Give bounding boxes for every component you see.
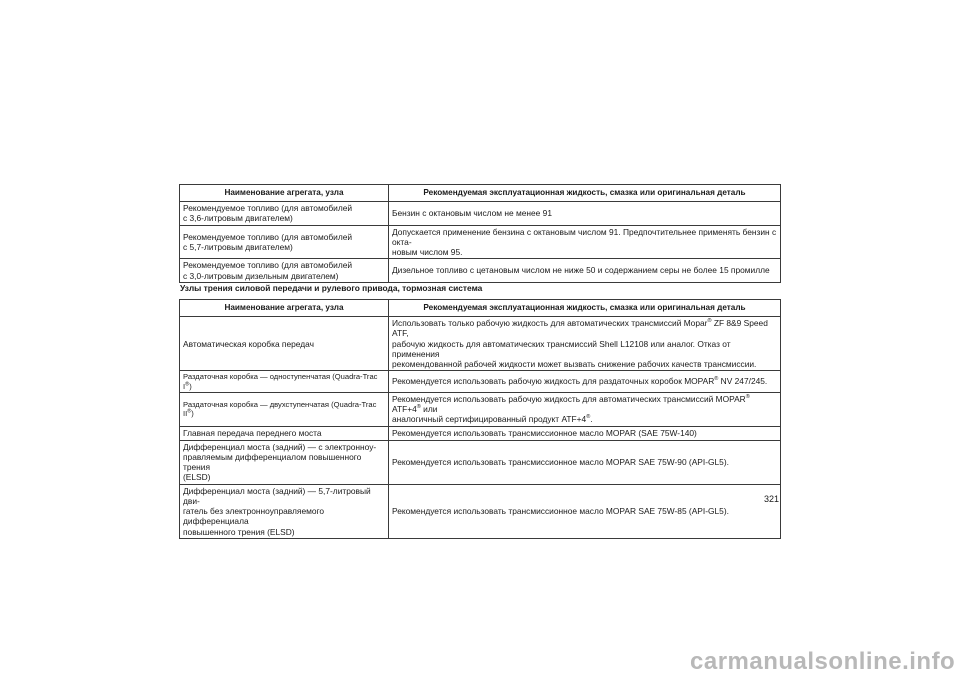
component-cell: Рекомендуемое топливо (для автомобилей с 5,7-литровым двигателем) <box>180 225 389 259</box>
spec-cell: Допускается применение бензина с октановым числом 91. Предпочтительнее применять бензин с окта- новым числом 95. <box>389 225 781 259</box>
component-cell: Раздаточная коробка — двухступенчатая (Quadra-Trac II®) <box>180 392 389 426</box>
table-row <box>180 259 781 283</box>
table-row <box>180 317 781 371</box>
column-header-spec: Рекомендуемая эксплуатационная жидкость, смазка или оригинальная деталь <box>389 300 781 317</box>
component-cell: Раздаточная коробка — одноступенчатая (Quadra-Trac I®) <box>180 371 389 393</box>
page-number: 321 <box>764 494 780 504</box>
table-header-row <box>180 300 781 317</box>
component-cell: Дифференциал моста (задний) — 5,7-литровый дви- гатель без электронноуправляемого дифференциала повышенного трения (ELSD) <box>180 484 389 538</box>
watermark: carmanualsonline.info <box>690 648 956 675</box>
spec-cell: Рекомендуется использовать трансмиссионное масло MOPAR (SAE 75W-140) <box>389 426 781 440</box>
spec-cell: Использовать только рабочую жидкость для автоматических трансмиссий Mopar® ZF 8&9 Speed ATF, рабочую жидкость для автоматических трансмиссий Shell L12108 или аналог. Отказ от применения рекомендованной рабочей жидкости может вызвать снижение рабочих качеств трансмиссии. <box>389 317 781 371</box>
component-cell: Автоматическая коробка передач <box>180 317 389 371</box>
spec-cell: Дизельное топливо с цетановым числом не ниже 50 и содержанием серы не более 15 промилле <box>389 259 781 283</box>
column-header-spec: Рекомендуемая эксплуатационная жидкость, смазка или оригинальная деталь <box>389 185 781 202</box>
table-row <box>180 371 781 393</box>
spec-cell: Рекомендуется использовать рабочую жидкость для раздаточных коробок MOPAR® NV 247/245. <box>389 371 781 393</box>
table-row <box>180 426 781 440</box>
column-header-component: Наименование агрегата, узла <box>180 300 389 317</box>
drivetrain-table <box>179 299 781 539</box>
table-row <box>180 225 781 259</box>
spec-cell: Рекомендуется использовать трансмиссионное масло MOPAR SAE 75W-85 (API-GL5). <box>389 484 781 538</box>
spec-cell: Бензин с октановым числом не менее 91 <box>389 202 781 226</box>
column-header-component: Наименование агрегата, узла <box>180 185 389 202</box>
component-cell: Рекомендуемое топливо (для автомобилей с 3,0-литровым дизельным двигателем) <box>180 259 389 283</box>
section-title: Узлы трения силовой передачи и рулевого привода, тормозная система <box>180 283 483 293</box>
spec-cell: Рекомендуется использовать трансмиссионное масло MOPAR SAE 75W-90 (API-GL5). <box>389 440 781 484</box>
spec-cell: Рекомендуется использовать рабочую жидкость для автоматических трансмиссий MOPAR® ATF+4® или аналогичный сертифицированный продукт ATF+4®. <box>389 392 781 426</box>
table-row <box>180 484 781 538</box>
table-row <box>180 392 781 426</box>
component-cell: Дифференциал моста (задний) — с электронноу- правляемым дифференциалом повышенного трения (ELSD) <box>180 440 389 484</box>
table-row <box>180 440 781 484</box>
component-cell: Главная передача переднего моста <box>180 426 389 440</box>
component-cell: Рекомендуемое топливо (для автомобилей с 3,6-литровым двигателем) <box>180 202 389 226</box>
table-row <box>180 202 781 226</box>
table-header-row <box>180 185 781 202</box>
fuel-table <box>179 184 781 283</box>
